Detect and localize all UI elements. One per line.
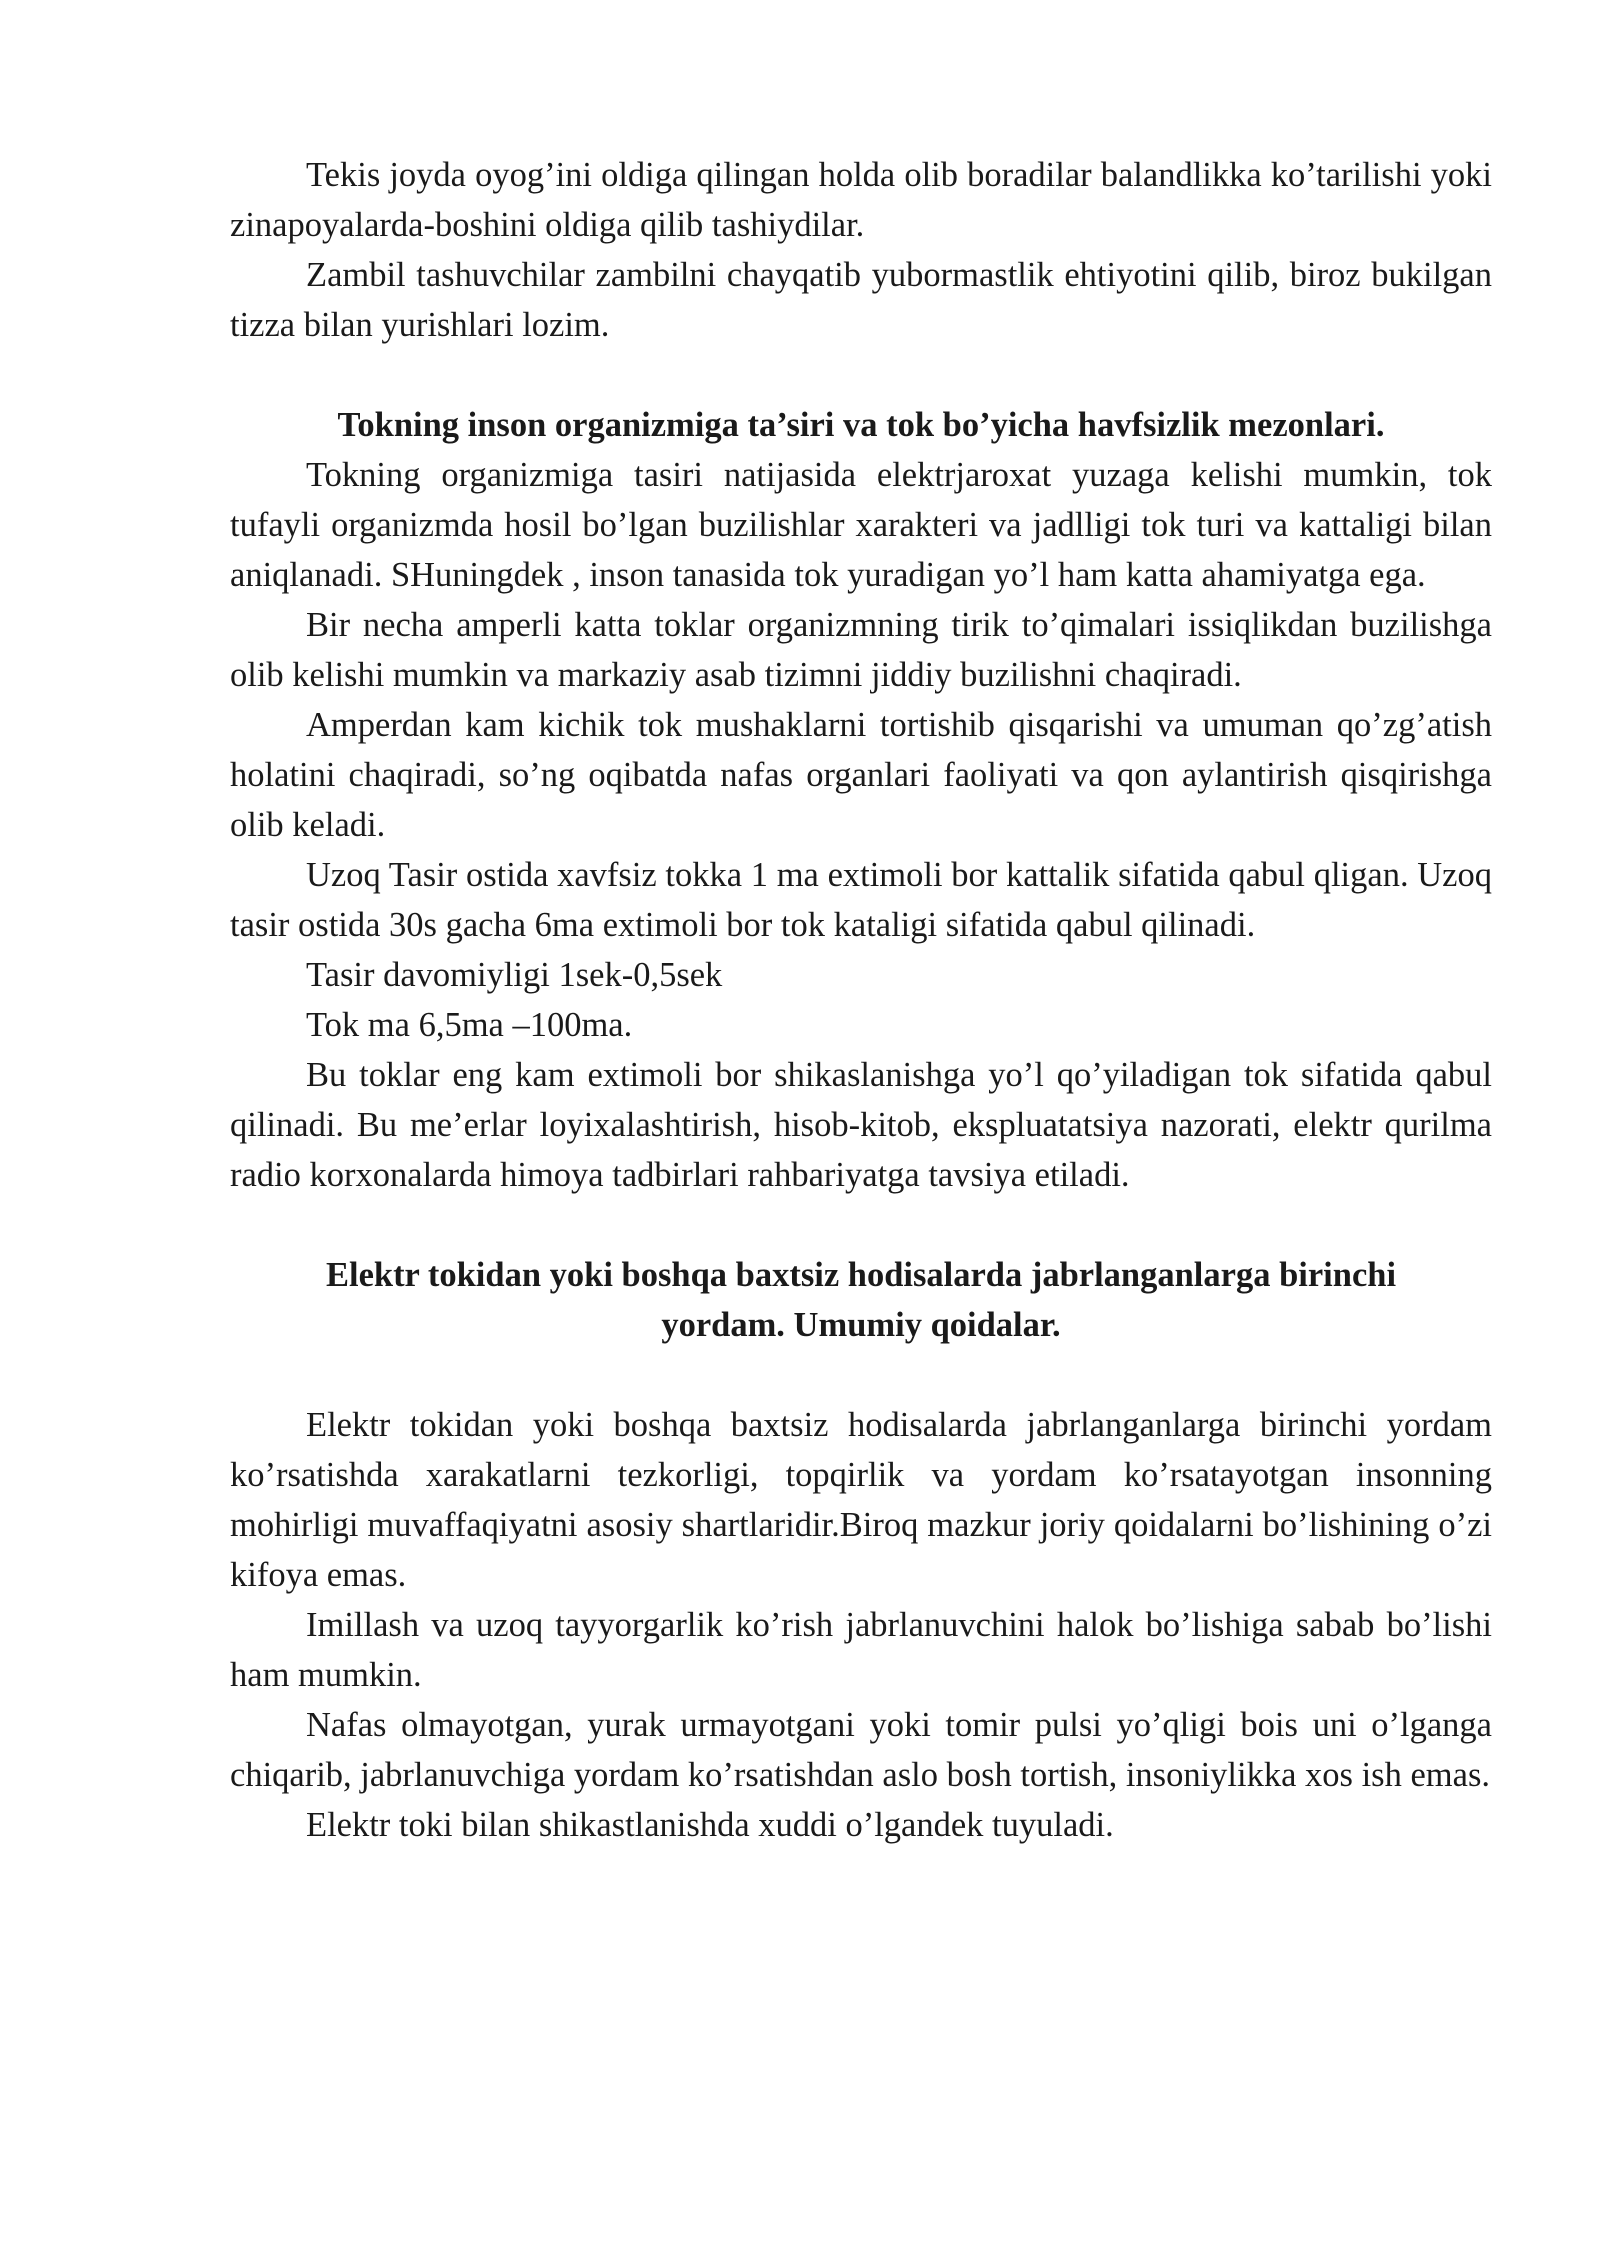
section-heading-line: yordam. Umumiy qoidalar.	[661, 1306, 1061, 1344]
paragraph: Uzoq Tasir ostida xavfsiz tokka 1 ma extimoli bor kattalik sifatida qabul qligan. Uzoq tasir ostida 30s gacha 6ma extimoli bor tok kataligi sifatida qabul qilinadi.	[230, 856, 1492, 944]
paragraph: Tok ma 6,5ma –100ma.	[306, 1006, 633, 1044]
paragraph: Amperdan kam kichik tok mushaklarni tortishib qisqarishi va umuman qo’zg’atish holatini chaqiradi, so’ng oqibatda nafas organlari faoliyati va qon aylantirish qisqirishga olib keladi.	[230, 706, 1492, 844]
paragraph: Nafas olmayotgan, yurak urmayotgani yoki tomir pulsi yo’qligi bois uni o’lganga chiqarib, jabrlanuvchiga yordam ko’rsatishdan aslo bosh tortish, insoniylikka xos ish emas.	[230, 1706, 1492, 1794]
paragraph: Elektr tokidan yoki boshqa baxtsiz hodisalarda jabrlanganlarga birinchi yordam ko’rsatishda xarakatlarni tezkorligi, topqirlik va yordam ko’rsatayotgan insonning mohirligi muvaffaqiyatni asosiy shartlaridir.Biroq mazkur joriy qoidalarni bo’lishining o’zi kifoya emas.	[230, 1406, 1492, 1594]
paragraph: Elektr toki bilan shikastlanishda xuddi o’lgandek tuyuladi.	[306, 1806, 1114, 1844]
paragraph: Imillash va uzoq tayyorgarlik ko’rish jabrlanuvchini halok bo’lishiga sabab bo’lishi ham mumkin.	[230, 1606, 1492, 1694]
paragraph: Tokning organizmiga tasiri natijasida elektrjaroxat yuzaga kelishi mumkin, tok tufayli organizmda hosil bo’lgan buzilishlar xarakteri va jadlligi tok turi va kattaligi bilan aniqlanadi. SHuningdek , inson tanasida tok yuradigan yo’l ham katta ahamiyatga ega.	[230, 456, 1492, 594]
section-heading	[230, 1250, 1492, 1350]
paragraph: Bu toklar eng kam extimoli bor shikaslanishga yo’l qo’yiladigan tok sifatida qabul qilinadi. Bu me’erlar loyixalashtirish, hisob-kitob, ekspluatatsiya nazorati, elektr qurilma radio korxonalarda himoya tadbirlari rahbariyatga tavsiya etiladi.	[230, 1056, 1492, 1194]
paragraph: Zambil tashuvchilar zambilni chayqatib yubormastlik ehtiyotini qilib, biroz bukilgan tizza bilan yurishlari lozim.	[230, 256, 1492, 344]
paragraph: Tasir davomiyligi 1sek-0,5sek	[306, 956, 723, 994]
paragraph: Bir necha amperli katta toklar organizmning tirik to’qimalari issiqlikdan buzilishga olib kelishi mumkin va markaziy asab tizimni jiddiy buzilishni chaqiradi.	[230, 606, 1492, 694]
document-page	[230, 150, 1492, 1850]
paragraph: Tekis joyda oyog’ini oldiga qilingan holda olib boradilar balandlikka ko’tarilishi yoki zinapoyalarda-boshini oldiga qilib tashiydilar.	[230, 156, 1492, 244]
section-heading: Tokning inson organizmiga ta’siri va tok bo’yicha havfsizlik mezonlari.	[337, 406, 1385, 444]
section-heading-line: Elektr tokidan yoki boshqa baxtsiz hodisalarda jabrlanganlarga birinchi	[325, 1256, 1397, 1294]
